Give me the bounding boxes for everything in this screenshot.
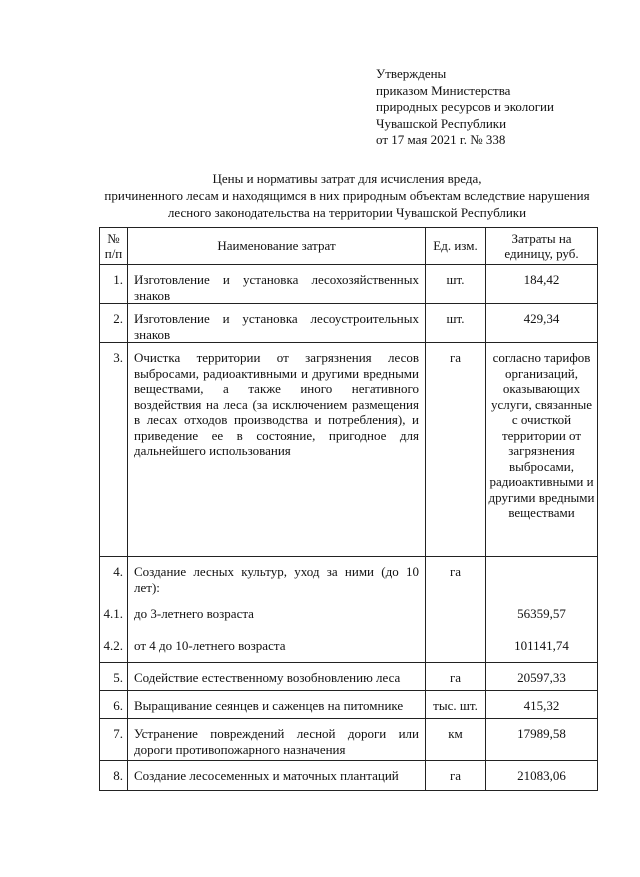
row-name: Устранение повреждений лесной дороги или дороги противопожарного назначения	[128, 719, 426, 761]
row-unit: шт.	[426, 304, 486, 343]
header-cost: Затраты на единицу, руб.	[486, 228, 598, 265]
row-cost: 415,32	[486, 691, 598, 719]
row-cost: 101141,74	[486, 629, 598, 663]
row-name: Создание лесосеменных и маточных плантаций	[128, 761, 426, 791]
row-num: 2.	[100, 304, 128, 343]
row-unit: га	[426, 663, 486, 691]
approval-line: Чувашской Республики	[376, 115, 507, 131]
row-name: до 3-летнего возраста	[128, 597, 426, 629]
table-row	[100, 265, 598, 304]
row-num: 4.	[100, 557, 128, 597]
header-num: № п/п	[100, 228, 128, 265]
table-row	[100, 719, 598, 761]
row-name: Изготовление и установка лесоустроительных знаков	[128, 304, 426, 343]
row-cost: 429,34	[486, 304, 598, 343]
row-cost	[486, 557, 598, 597]
row-unit: га	[426, 761, 486, 791]
row-cost: 56359,57	[486, 597, 598, 629]
row-num: 1.	[100, 265, 128, 304]
row-cost: 21083,06	[486, 761, 598, 791]
row-name: от 4 до 10-летнего возраста	[128, 629, 426, 663]
document-title	[82, 170, 612, 221]
table-row	[100, 557, 598, 597]
title-line: лесного законодательства на территории Чувашской Республики	[167, 205, 527, 220]
approval-line: от 17 мая 2021 г. № 338	[376, 132, 506, 147]
row-unit: га	[426, 557, 486, 597]
row-cost: согласно тарифов организаций, оказывающих услуги, связанные с очисткой территории от загрязнения выбросами, радиоактивными и другими вредными веществами	[486, 343, 598, 557]
approval-block	[376, 66, 554, 149]
approval-line: приказом Министерства	[376, 82, 511, 98]
row-name: Создание лесных культур, уход за ними (до 10 лет):	[128, 557, 426, 597]
row-unit: км	[426, 719, 486, 761]
row-unit: шт.	[426, 265, 486, 304]
row-cost: 20597,33	[486, 663, 598, 691]
row-unit: га	[426, 343, 486, 557]
costs-table	[99, 227, 598, 791]
table-row	[100, 304, 598, 343]
approval-line: Утверждены	[376, 66, 447, 81]
table-row	[100, 761, 598, 791]
row-unit	[426, 597, 486, 629]
approval-line: природных ресурсов и экологии	[376, 99, 554, 114]
row-name: Изготовление и установка лесохозяйственных знаков	[128, 265, 426, 304]
table-row	[100, 629, 598, 663]
row-num: 7.	[100, 719, 128, 761]
row-unit	[426, 629, 486, 663]
table-row	[100, 343, 598, 557]
row-cost: 17989,58	[486, 719, 598, 761]
table-row	[100, 691, 598, 719]
title-line: Цены и нормативы затрат для исчисления вреда,	[212, 171, 482, 186]
row-cost: 184,42	[486, 265, 598, 304]
table-row	[100, 597, 598, 629]
row-num: 6.	[100, 691, 128, 719]
row-num: 3.	[100, 343, 128, 557]
row-num: 5.	[100, 663, 128, 691]
row-name: Выращивание сеянцев и саженцев на питомнике	[128, 691, 426, 719]
row-num: 4.1.	[100, 597, 128, 629]
row-name: Очистка территории от загрязнения лесов выбросами, радиоактивными и другими вредными веществами, а также иного негативного воздействия на леса (за исключением размещения в лесах отходов производства и потребления), и приведение ее в состояние, пригодное для дальнейшего использования	[128, 343, 426, 557]
header-unit: Ед. изм.	[426, 228, 486, 265]
row-num: 4.2.	[100, 629, 128, 663]
table-header-row	[100, 228, 598, 265]
row-unit: тыс. шт.	[426, 691, 486, 719]
row-num: 8.	[100, 761, 128, 791]
table-row	[100, 663, 598, 691]
header-name: Наименование затрат	[128, 228, 426, 265]
title-line: причиненного лесам и находящимся в них природным объектам вследствие нарушения	[104, 188, 590, 203]
row-name: Содействие естественному возобновлению леса	[128, 663, 426, 691]
